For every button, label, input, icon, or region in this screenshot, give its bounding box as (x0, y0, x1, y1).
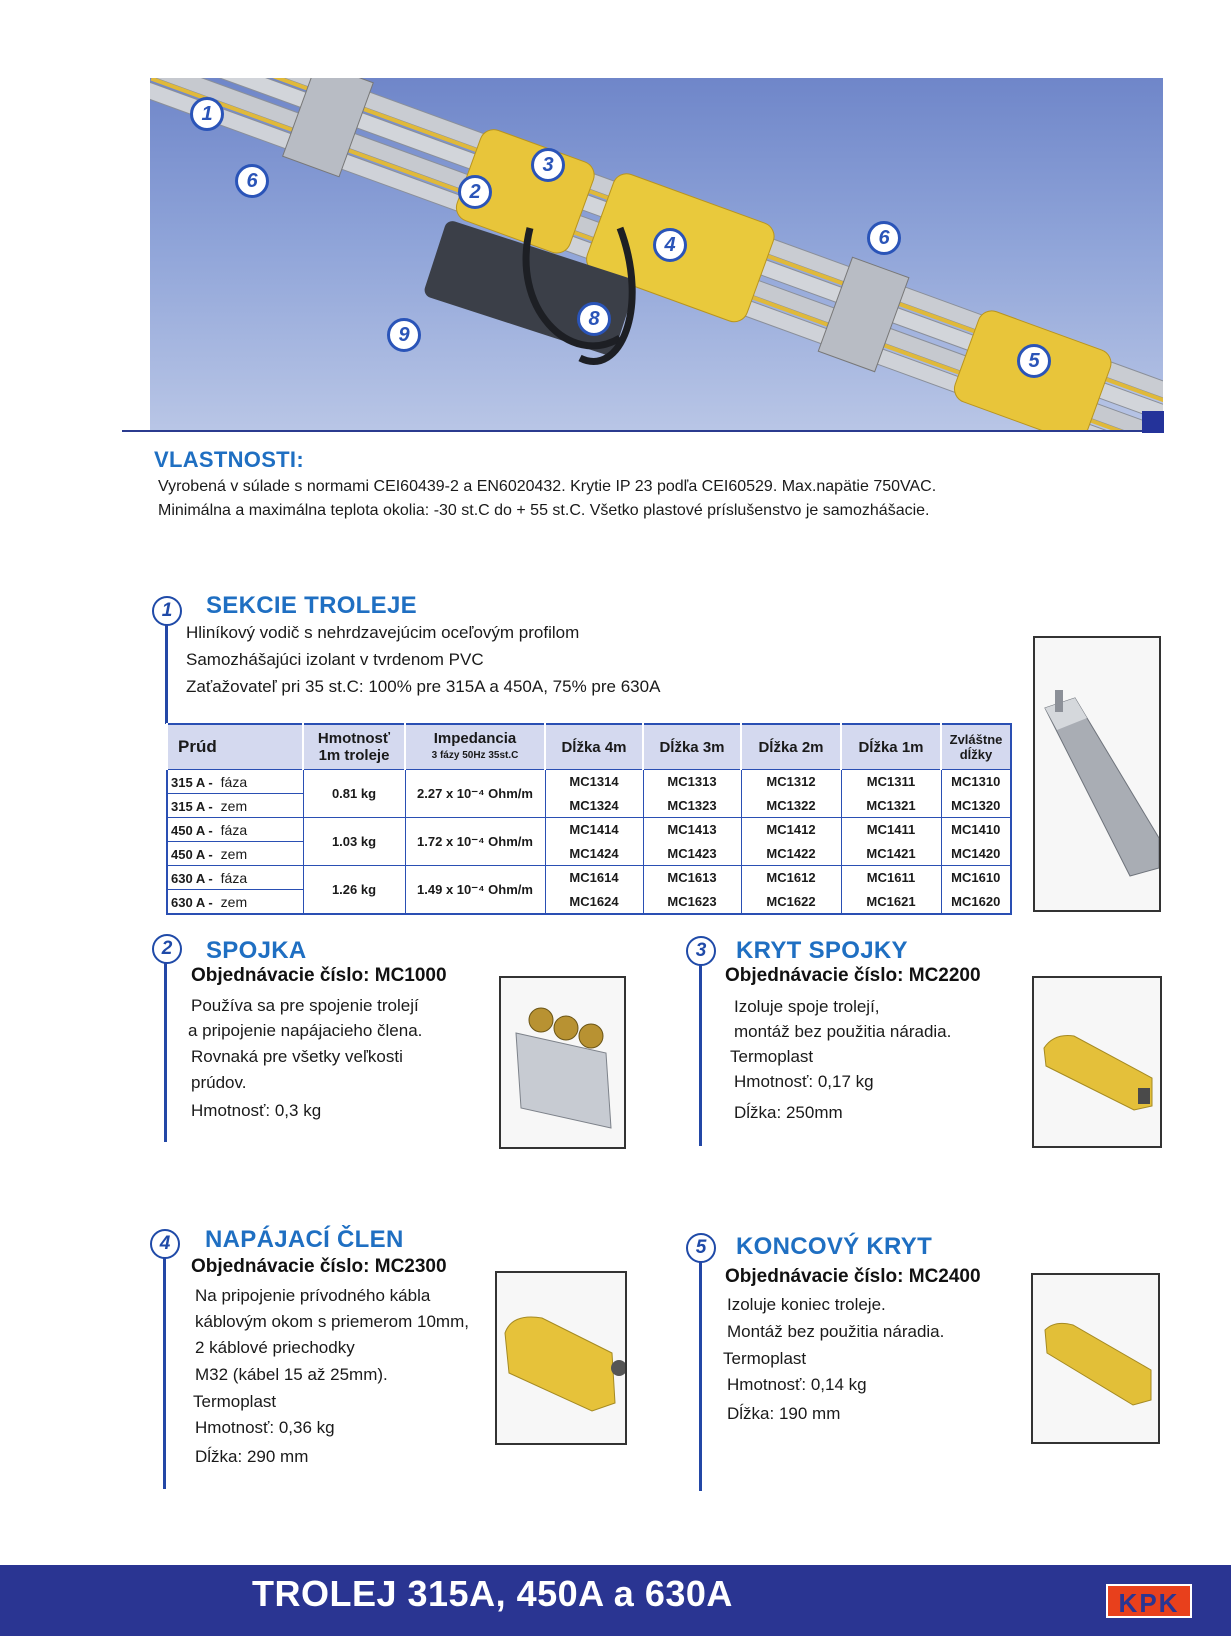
current-cell (167, 890, 303, 915)
code-cell: MC1621 (841, 890, 941, 915)
rail-section-image (1035, 638, 1159, 910)
header-impedance-sub: 3 fázy 50Hz 35st.C (431, 750, 519, 761)
section3-rule (699, 964, 702, 1146)
code-cell: MC1310 (941, 770, 1011, 794)
header-special: Zvláštne dĺžky (941, 724, 1011, 770)
role-label: fáza (220, 773, 248, 790)
table-row (167, 818, 1011, 842)
role-label: fáza (220, 821, 248, 838)
callout-6: 6 (235, 164, 269, 198)
code-cell: MC1422 (741, 842, 841, 866)
code-cell: MC1622 (741, 890, 841, 915)
section1-title: SEKCIE TROLEJE (206, 592, 417, 619)
code-cell: MC1324 (545, 794, 643, 818)
code-cell: MC1421 (841, 842, 941, 866)
callout-6b: 6 (867, 221, 901, 255)
section5-title: KONCOVÝ KRYT (736, 1233, 933, 1260)
callout-3: 3 (531, 148, 565, 182)
section2-weight: Hmotnosť: 0,3 kg (191, 1101, 322, 1120)
section5-line4: Hmotnosť: 0,14 kg (727, 1375, 867, 1394)
table-header-row (167, 724, 1011, 770)
section4-order: Objednávacie číslo: MC2300 (191, 1256, 447, 1277)
code-cell: MC1420 (941, 842, 1011, 866)
section3-line5: Dĺžka: 250mm (734, 1103, 843, 1122)
amp-label: 450 A - (171, 822, 213, 838)
header-current: Prúd (167, 724, 303, 770)
header-len4: Dĺžka 4m (545, 724, 643, 770)
section1-line2: Samozhášajúci izolant v tvrdenom PVC (186, 650, 484, 669)
hero-corner-mark (1142, 411, 1164, 433)
footer-title: TROLEJ 315A, 450A a 630A (252, 1573, 733, 1614)
section5-number: 5 (686, 1233, 716, 1263)
feed-unit-photo (495, 1271, 627, 1445)
impedance-cell: 1.49 x 10⁻⁴ Ohm/m (405, 866, 545, 915)
section1-line3: Zaťažovateľ pri 35 st.C: 100% pre 315A a 450A, 75% pre 630A (186, 677, 661, 696)
end-cap-image (1033, 1275, 1158, 1442)
feed-unit-image (497, 1273, 625, 1443)
code-cell: MC1322 (741, 794, 841, 818)
section2-rule (164, 962, 167, 1142)
section2-order: Objednávacie číslo: MC1000 (191, 965, 447, 986)
code-cell: MC1414 (545, 818, 643, 842)
section4-line5: Termoplast (193, 1392, 277, 1411)
impedance-cell: 1.72 x 10⁻⁴ Ohm/m (405, 818, 545, 866)
code-cell: MC1620 (941, 890, 1011, 915)
amp-label: 450 A - (171, 846, 213, 862)
section2-number: 2 (152, 934, 182, 964)
section5-line3: Termoplast (723, 1349, 807, 1368)
header-impedance (405, 724, 545, 770)
amp-label: 315 A - (171, 774, 213, 790)
coupler-cover-photo (1032, 976, 1162, 1148)
code-cell: MC1623 (643, 890, 741, 915)
code-cell: MC1321 (841, 794, 941, 818)
code-cell: MC1613 (643, 866, 741, 890)
hero-divider (122, 430, 1162, 432)
section3-line2: montáž bez použitia náradia. (734, 1022, 952, 1041)
section3-order: Objednávacie číslo: MC2200 (725, 965, 981, 986)
table-row (167, 794, 1011, 818)
section4-number: 4 (150, 1229, 180, 1259)
section1-line1: Hliníkový vodič s nehrdzavejúcim oceľovým profilom (186, 623, 580, 642)
table-row (167, 890, 1011, 915)
kpk-logo: KPK (1106, 1584, 1192, 1618)
section3-line3: Termoplast (730, 1047, 814, 1066)
section3-line4: Hmotnosť: 0,17 kg (734, 1072, 874, 1091)
code-cell: MC1411 (841, 818, 941, 842)
code-cell: MC1423 (643, 842, 741, 866)
section4-title: NAPÁJACÍ ČLEN (205, 1226, 404, 1253)
code-cell: MC1320 (941, 794, 1011, 818)
section5-line2: Montáž bez použitia náradia. (727, 1322, 945, 1341)
header-len2: Dĺžka 2m (741, 724, 841, 770)
impedance-cell: 2.27 x 10⁻⁴ Ohm/m (405, 770, 545, 818)
section4-line3: 2 káblové priechodky (195, 1338, 355, 1357)
table-row (167, 842, 1011, 866)
code-cell: MC1410 (941, 818, 1011, 842)
role-label: zem (220, 797, 248, 814)
section1-number: 1 (152, 596, 182, 626)
amp-label: 315 A - (171, 798, 213, 814)
properties-title: VLASTNOSTI: (154, 447, 304, 472)
section4-line6: Hmotnosť: 0,36 kg (195, 1418, 335, 1437)
section2-line1: Používa sa pre spojenie trolejí (191, 996, 419, 1015)
section2-line3: Rovnaká pre všetky veľkosti (191, 1047, 403, 1066)
header-impedance-main: Impedancia (433, 730, 517, 747)
section2-line4: prúdov. (191, 1073, 247, 1092)
header-weight: Hmotnosť 1m troleje (303, 724, 405, 770)
section4-line4: M32 (kábel 15 až 25mm). (195, 1365, 388, 1384)
code-cell: MC1313 (643, 770, 741, 794)
callout-8: 8 (577, 302, 611, 336)
coupler-image (501, 978, 624, 1147)
code-cell: MC1624 (545, 890, 643, 915)
section5-order: Objednávacie číslo: MC2400 (725, 1266, 981, 1287)
amp-label: 630 A - (171, 870, 213, 886)
code-cell: MC1314 (545, 770, 643, 794)
section4-rule (163, 1257, 166, 1489)
section3-title: KRYT SPOJKY (736, 937, 908, 964)
callout-1: 1 (190, 97, 224, 131)
role-label: zem (220, 845, 248, 862)
section2-line2: a pripojenie napájacieho člena. (188, 1021, 423, 1040)
section5-line1: Izoluje koniec troleje. (727, 1295, 886, 1314)
code-cell: MC1610 (941, 866, 1011, 890)
coupler-cover-image (1034, 978, 1160, 1146)
section5-rule (699, 1261, 702, 1491)
code-cell: MC1424 (545, 842, 643, 866)
properties-line2: Minimálna a maximálna teplota okolia: -30 st.C do + 55 st.C. Všetko plastové príslušenstvo je samozhášacie. (158, 502, 930, 519)
table-row (167, 866, 1011, 890)
code-cell: MC1323 (643, 794, 741, 818)
section3-line1: Izoluje spoje trolejí, (734, 997, 880, 1016)
rail-section-photo (1033, 636, 1161, 912)
code-cell: MC1413 (643, 818, 741, 842)
weight-cell: 1.26 kg (303, 866, 405, 915)
coupler-photo (499, 976, 626, 1149)
callout-2: 2 (458, 175, 492, 209)
role-label: zem (220, 893, 248, 910)
current-cell (167, 794, 303, 818)
properties-line1: Vyrobená v súlade s normami CEI60439-2 a EN6020432. Krytie IP 23 podľa CEI60529. Max.napätie 750VAC. (158, 478, 937, 495)
header-len1: Dĺžka 1m (841, 724, 941, 770)
callout-4: 4 (653, 228, 687, 262)
code-cell: MC1311 (841, 770, 941, 794)
section4-line7: Dĺžka: 290 mm (195, 1447, 309, 1466)
code-cell: MC1611 (841, 866, 941, 890)
callout-9: 9 (387, 318, 421, 352)
amp-label: 630 A - (171, 894, 213, 910)
code-cell: MC1612 (741, 866, 841, 890)
current-cell (167, 866, 303, 890)
weight-cell: 0.81 kg (303, 770, 405, 818)
role-label: fáza (220, 869, 248, 886)
code-cell: MC1312 (741, 770, 841, 794)
code-cell: MC1412 (741, 818, 841, 842)
callout-5: 5 (1017, 344, 1051, 378)
code-cell: MC1614 (545, 866, 643, 890)
current-cell (167, 842, 303, 866)
header-len3: Dĺžka 3m (643, 724, 741, 770)
section2-title: SPOJKA (206, 937, 307, 964)
table-row (167, 770, 1011, 794)
section5-line5: Dĺžka: 190 mm (727, 1404, 841, 1423)
weight-cell: 1.03 kg (303, 818, 405, 866)
current-cell (167, 818, 303, 842)
end-cap-photo (1031, 1273, 1160, 1444)
section4-line2: káblovým okom s priemerom 10mm, (195, 1312, 469, 1331)
section1-rule (165, 624, 168, 724)
current-cell (167, 770, 303, 794)
section4-line1: Na pripojenie prívodného kábla (195, 1286, 431, 1305)
spec-table (166, 723, 1012, 915)
section3-number: 3 (686, 936, 716, 966)
